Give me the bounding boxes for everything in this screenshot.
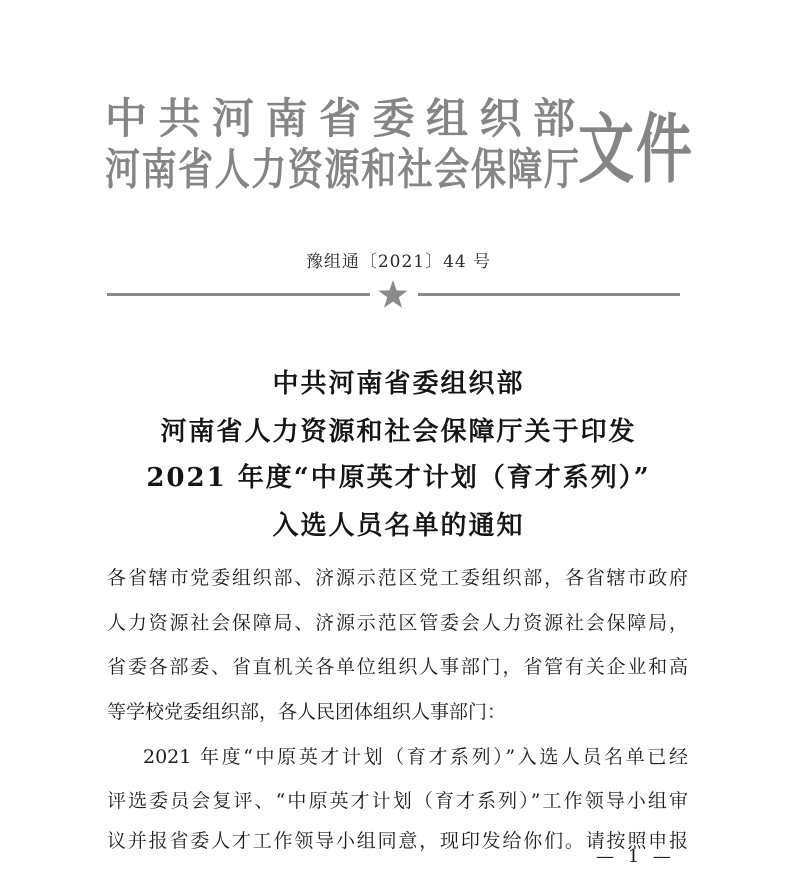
title-line: 入选人员名单的通知: [272, 511, 525, 541]
star-shape: [378, 280, 407, 308]
salutation-line: 人力资源社会保障局、济源示范区管委会人力资源社会保障局，: [107, 612, 688, 634]
page-number: — 1 —: [596, 846, 675, 867]
salutation-line: 等学校党委组织部，各人民团体组织人事部门：: [107, 701, 507, 723]
masthead-org-line-2: 河南省人力资源和社会保障厅: [105, 144, 579, 196]
paragraph-line: 议并报省委人才工作领导小组同意，现印发给你们。请按照申报: [107, 830, 688, 852]
separator-line-left: [107, 293, 370, 296]
salutation-line: 各省辖市党委组织部、济源示范区党工委组织部，各省辖市政府: [107, 567, 688, 589]
title-line: 中共河南省委组织部: [272, 369, 525, 399]
separator-line-right: [418, 293, 680, 296]
paragraph-line: 评选委员会复评、“中原英才计划（育才系列）”工作领导小组审: [107, 790, 688, 812]
paragraph-line: 2021 年度“中原英才计划（育才系列）”入选人员名单已经: [143, 746, 688, 768]
masthead-org-line-1: 中共河南省委组织部: [105, 94, 575, 143]
title-line: 2021 年度“中原英才计划（育才系列）”: [146, 463, 651, 493]
document-number: 豫组通〔2021〕44 号: [305, 252, 492, 272]
salutation-line: 省委各部委、省直机关各单位组织人事部门，省管有关企业和高: [107, 656, 688, 678]
star-icon: [378, 280, 408, 309]
masthead-doc-type: 文件: [578, 105, 692, 195]
title-line: 河南省人力资源和社会保障厅关于印发: [160, 417, 637, 447]
